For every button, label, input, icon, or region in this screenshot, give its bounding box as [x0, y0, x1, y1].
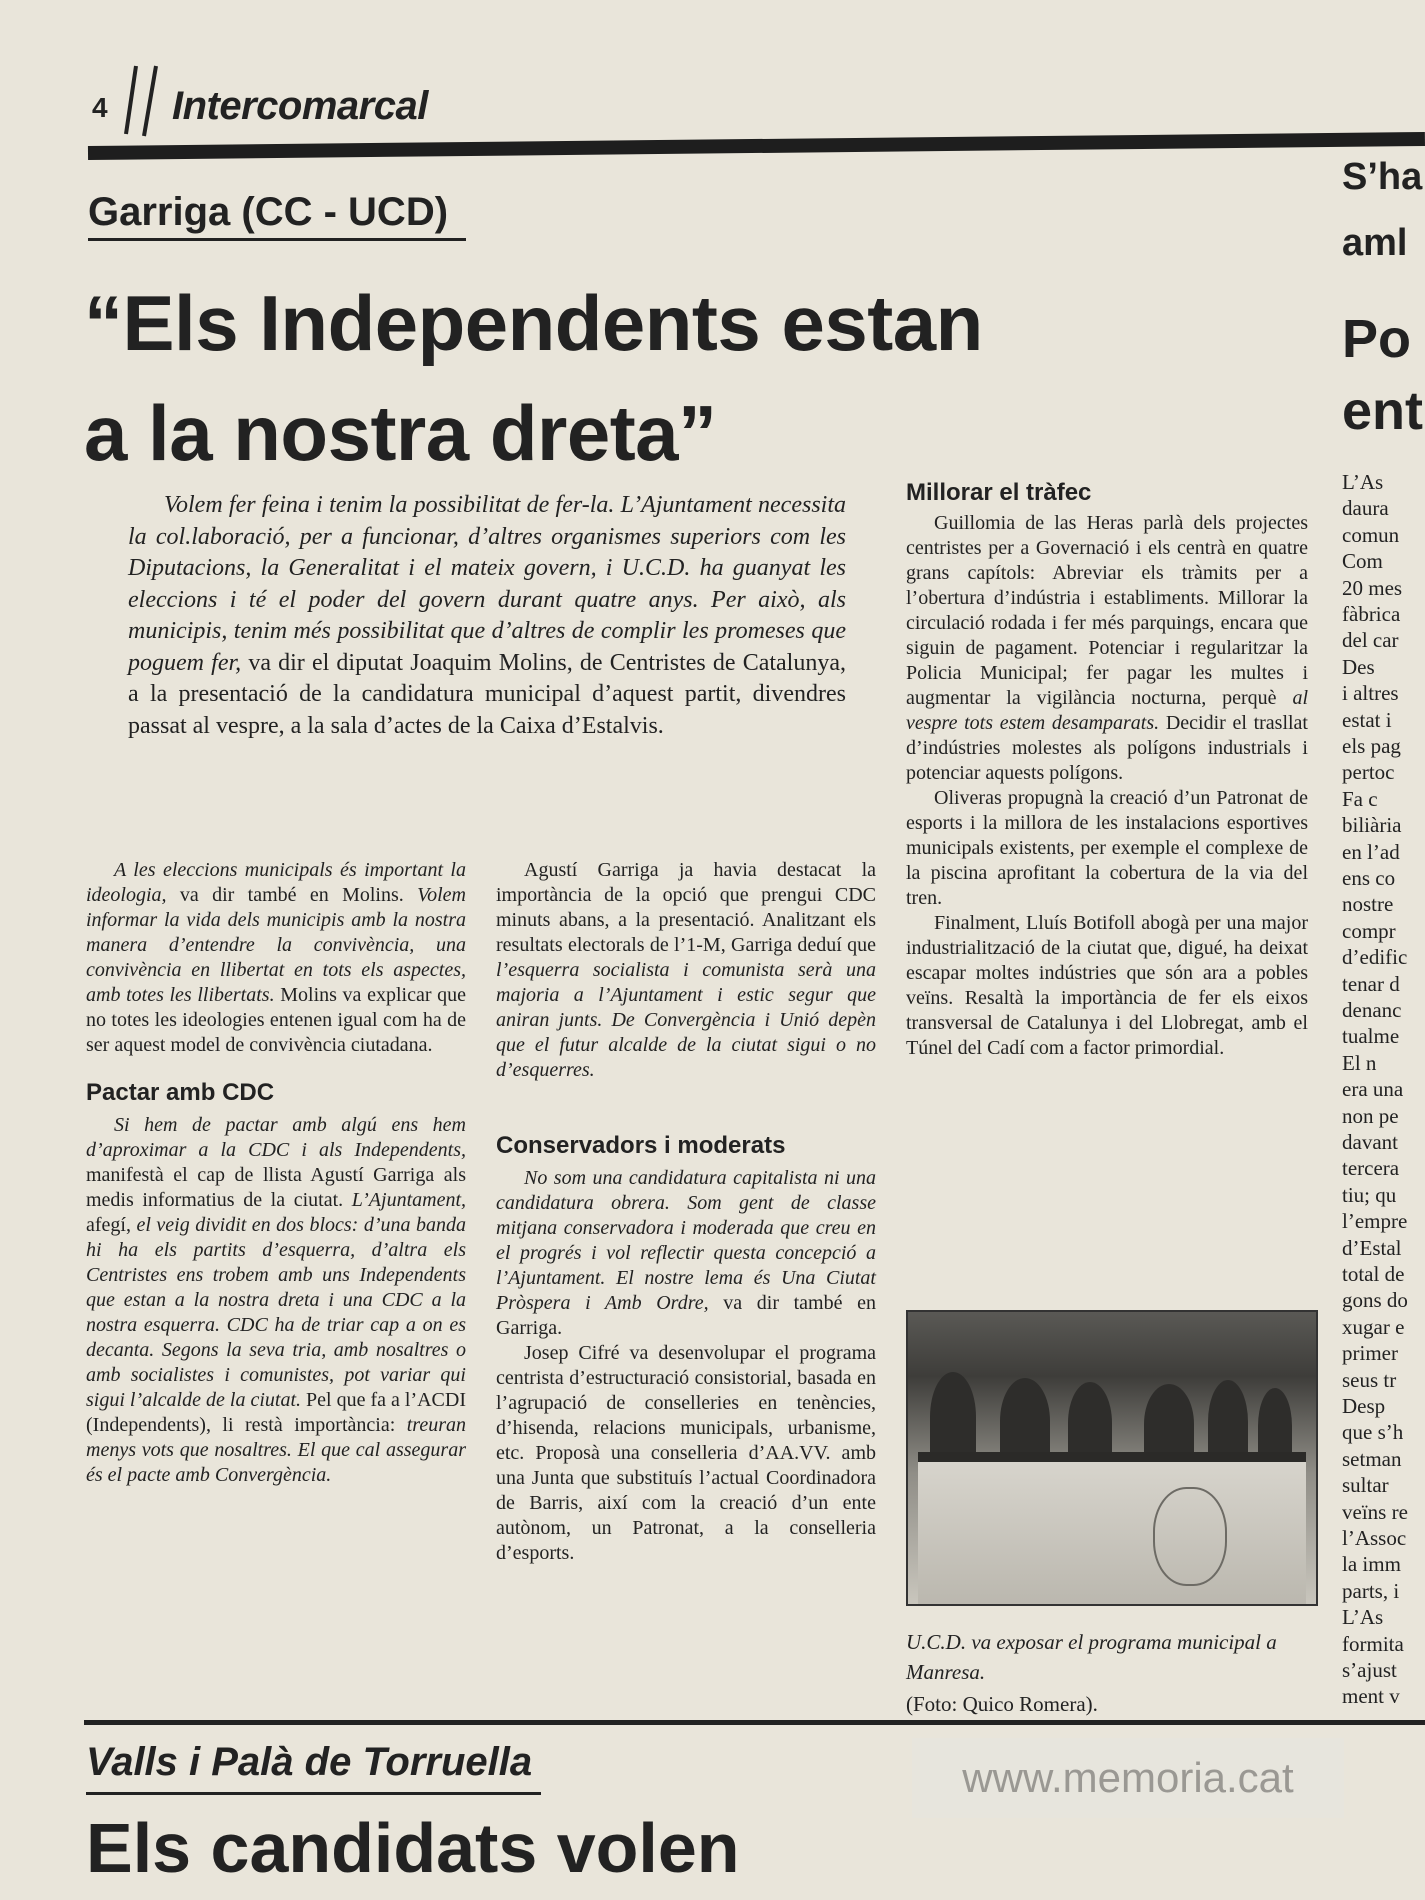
col1-subhead: Pactar amb CDC — [86, 1079, 275, 1106]
column-3 — [906, 480, 1308, 1061]
right-text-line: Desp — [1342, 1394, 1386, 1418]
col1-text-2: Molins va explicar que no totes les ideologies entenen igual com ha de ser aquest model de convivència ciutadana. — [86, 984, 466, 1056]
photo-credit: (Foto: Quico Romera). — [906, 1692, 1098, 1716]
right-text-line: compr — [1342, 918, 1396, 943]
col3-subhead: Millorar el tràfec — [906, 479, 1092, 506]
section-title: Intercomarcal — [172, 84, 428, 128]
right-text-line: denanc — [1342, 998, 1402, 1022]
right-text-line: que s’h — [1342, 1420, 1404, 1445]
photo-table — [918, 1452, 1306, 1606]
headline-line-2: a la nostra dreta” — [84, 389, 717, 477]
col1-text-5: Pel que fa a l’ACDI (Independents), li restà importància: — [86, 1389, 466, 1436]
col1-text-4: afegí, — [86, 1214, 137, 1236]
col1-quote-6: treuran menys vots que nosaltres. El que cal assegurar és el pacte amb Convergència. — [86, 1414, 466, 1486]
right-text-line: fàbrica — [1342, 602, 1401, 626]
right-text-line: l’Assoc — [1342, 1526, 1407, 1550]
col1-text-1: va dir també en Molins. — [166, 884, 418, 906]
right-title-line: ent — [1342, 381, 1423, 441]
right-text-line: parts, i — [1342, 1578, 1400, 1603]
col1-text-3: manifestà el cap de llista Agustí Garriga als medis informatius de la ciutat. — [86, 1164, 466, 1211]
right-text-line: veïns re — [1342, 1499, 1408, 1524]
col3-text-1: Guillomia de las Heras parlà dels projectes centristes per a Governació i els centrà en quatre grans capítols: Abreviar els tràmits per a l’obertura d’indústria i establiments. Millorar la circulació rodada i fer més parquings, encara que siguin de pagament. Potenciar i regularitzar la Policia Municipal; fer pagar les multes i augmentar la vigilància nocturna, perquè — [906, 512, 1308, 709]
col1-quote-1: A les eleccions municipals és important la ideologia, — [86, 859, 466, 906]
kicker-underline — [88, 238, 466, 241]
article-photo — [906, 1310, 1318, 1606]
col3-paragraph-2: Oliveras propugnà la creació d’un Patronat de esports i la millora de les instalacions esportives municipals existents, per exemple el complexe de la piscina aprofitant la cobertura de la via del tren. — [906, 787, 1308, 909]
right-text-line: tiu; qu — [1342, 1182, 1397, 1207]
col1-paragraph-1 — [86, 858, 466, 1058]
column-1 — [86, 858, 466, 1488]
right-text-line: daura — [1342, 496, 1389, 521]
right-text-line: pertoc — [1342, 760, 1395, 785]
article-lead — [128, 490, 846, 742]
right-text-line: setman — [1342, 1446, 1402, 1471]
right-column-fragment — [1338, 140, 1425, 1900]
headline-line-1: “Els Independents estan — [84, 279, 983, 367]
page-number: 4 — [92, 92, 108, 123]
bottom-article-headline: Els candidats volen — [86, 1809, 740, 1887]
right-text-line: tenar d — [1342, 971, 1400, 996]
right-text-line: l’empre — [1342, 1209, 1408, 1234]
col2-paragraph-3: Josep Cifré va desenvolupar el programa centrista d’estructuració consistorial, basada en l’agrupació de conselleries en tenències, d’hisenda, relacions municipals, urbanisme, etc. Proposà una conselleria d’AA.VV. amb una Junta que substituís l’actual Coordinadora de Barris, així com la creació d’un ente autònom, un Patronat, a la conselleria d’esports. — [496, 1342, 876, 1564]
right-text-line: biliària — [1342, 813, 1402, 838]
column-2 — [496, 858, 876, 1566]
col3-paragraph-1 — [906, 511, 1308, 786]
right-text-line: del car — [1342, 628, 1399, 653]
right-text-line: tercera — [1342, 1156, 1400, 1181]
col2-quote-1: l’esquerra socialista i comunista serà una majoria a l’Ajuntament i estic segur que aniran junts. De Convergència i Unió depèn que el futur alcalde de la ciutat sigui o no d’esquerres. — [496, 959, 876, 1081]
col1-quote-5: el veig dividit en dos blocs: d’una banda hi ha els partits d’esquerra, d’altra els Centristes ens trobem amb uns Independents que estan a la nostra dreta i una CDC a la nostra esquerra. CDC ha de triar cap a on es decanta. Segons la seva tria, amb nosaltres o amb socialistes i comunistes, pot variar qui sigui l’alcalde de la ciutat. — [86, 1214, 466, 1411]
right-text-line: Fa c — [1342, 786, 1378, 811]
col3-text-2: Decidir el trasllat d’indústries molestes als polígons industrials i potenciar aquests polígons. — [906, 712, 1308, 784]
col3-quote-1: al vespre tots estem desamparats. — [906, 687, 1308, 734]
col2-paragraph-1 — [496, 858, 876, 1083]
photo-caption: U.C.D. va exposar el programa municipal a Manresa. — [906, 1630, 1277, 1684]
right-text-line: comun — [1342, 522, 1400, 547]
col2-text-1: Agustí Garriga ja havia destacat la importància de la opció que prengui CDC minuts abans, a la presentació. Analitzant els resultats electorals de l’1-M, Garriga deduí que — [496, 859, 876, 956]
right-text-line: davant — [1342, 1130, 1398, 1154]
right-text-line: total de — [1342, 1262, 1405, 1286]
right-text-line: Des — [1342, 654, 1375, 679]
right-text-line: la imm — [1342, 1552, 1401, 1577]
right-text-line: era una — [1342, 1077, 1404, 1102]
right-title-line: Po — [1342, 309, 1412, 369]
lead-quote: Volem fer feina i tenim la possibilitat de fer-la. L’Ajuntament necessita la col.laboració, per a funcionar, d’altres organismes superiors com les Diputacions, la Generalitat i el mateix govern, i U.C.D. ha guanyat les eleccions i té el poder del govern durant quatre anys. Per això, als municipis, tenim més possibilitat que d’altres de complir les promeses que poguem fer, — [128, 492, 846, 676]
right-title-line: S’ha — [1342, 156, 1423, 198]
lead-attribution: va dir el diputat Joaquim Molins, de Centristes de Catalunya, a la presentació de la candidatura municipal d’aquest partit, divendres passat al vespre, a la sala d’actes de la Caixa d’Estalvis. — [128, 649, 847, 739]
col3-paragraph-3: Finalment, Lluís Botifoll abogà per una major industrialització de la ciutat que, digué, ha deixat escapar moltes indústries que són ara a pobles veïns. Resaltà la importància de fer els eixos transversal de Catalunya i del Llobregat, amb el Túnel del Cadí com a factor primordial. — [906, 912, 1308, 1059]
right-text-line: d’edific — [1342, 945, 1408, 970]
col2-paragraph-2 — [496, 1166, 876, 1341]
article-headline — [84, 268, 1084, 488]
masthead-slash-icon — [122, 62, 162, 140]
right-text-line: seus tr — [1342, 1367, 1397, 1392]
photo-coat-of-arms — [1153, 1487, 1227, 1586]
right-text-line: s’ajust — [1342, 1658, 1397, 1682]
col1-quote-3: Si hem de pactar amb algú ens hem d’aproximar a la CDC i als Independents, — [86, 1114, 466, 1161]
right-text-line: sultar — [1342, 1473, 1389, 1498]
right-text-line: i altres — [1342, 681, 1399, 706]
right-text-line: els pag — [1342, 734, 1401, 758]
col1-quote-4: L’Ajuntament, — [351, 1189, 466, 1211]
right-text-line: en l’ad — [1342, 839, 1400, 864]
col2-text-2: va dir també en Garriga. — [496, 1292, 877, 1339]
col1-paragraph-2 — [86, 1113, 466, 1488]
right-text-line: formita — [1342, 1631, 1404, 1656]
right-text-line: L’As — [1342, 1605, 1384, 1630]
bottom-kicker-underline — [86, 1792, 541, 1795]
article-kicker: Garriga (CC - UCD) — [88, 190, 449, 234]
col1-quote-2: Volem informar la vida dels municipis amb la nostra manera d’entendre la convivència, una convivència en llibertat en tots els aspectes, amb totes les llibertats. — [86, 884, 466, 1006]
col2-quote-2: No som una candidatura capitalista ni una candidatura obrera. Som gent de classe mitjana conservadora i moderada que creu en el progrés i vol reflectir questa concepció a l’Ajuntament. El nostre lema és Una Ciutat Pròspera i Amb Ordre, — [496, 1167, 876, 1314]
right-text-line: gons do — [1342, 1288, 1408, 1313]
section-divider — [84, 1720, 1425, 1725]
right-title-line: aml — [1342, 222, 1408, 264]
right-text-line: tualme — [1342, 1024, 1400, 1049]
bottom-article-kicker: Valls i Palà de Torruella — [86, 1740, 533, 1784]
masthead-rule — [88, 132, 1425, 160]
right-text-line: non pe — [1342, 1103, 1399, 1128]
right-text-line: L’As — [1342, 470, 1384, 494]
right-text-line: ens co — [1342, 866, 1396, 890]
right-text-line: ment v — [1342, 1684, 1400, 1709]
right-text-line: estat i — [1342, 707, 1392, 732]
right-text-line: nostre — [1342, 892, 1394, 917]
right-text-line: El n — [1342, 1050, 1377, 1075]
watermark: www.memoria.cat — [912, 1738, 1344, 1818]
right-text-line: 20 mes — [1342, 575, 1403, 600]
col2-subhead: Conservadors i moderats — [496, 1132, 786, 1159]
photo-person — [930, 1372, 976, 1462]
right-text-line: xugar e — [1342, 1314, 1405, 1339]
right-text-line: primer — [1342, 1341, 1398, 1366]
right-text-line: Com — [1342, 549, 1383, 574]
right-text-line: d’Estal — [1342, 1235, 1402, 1260]
